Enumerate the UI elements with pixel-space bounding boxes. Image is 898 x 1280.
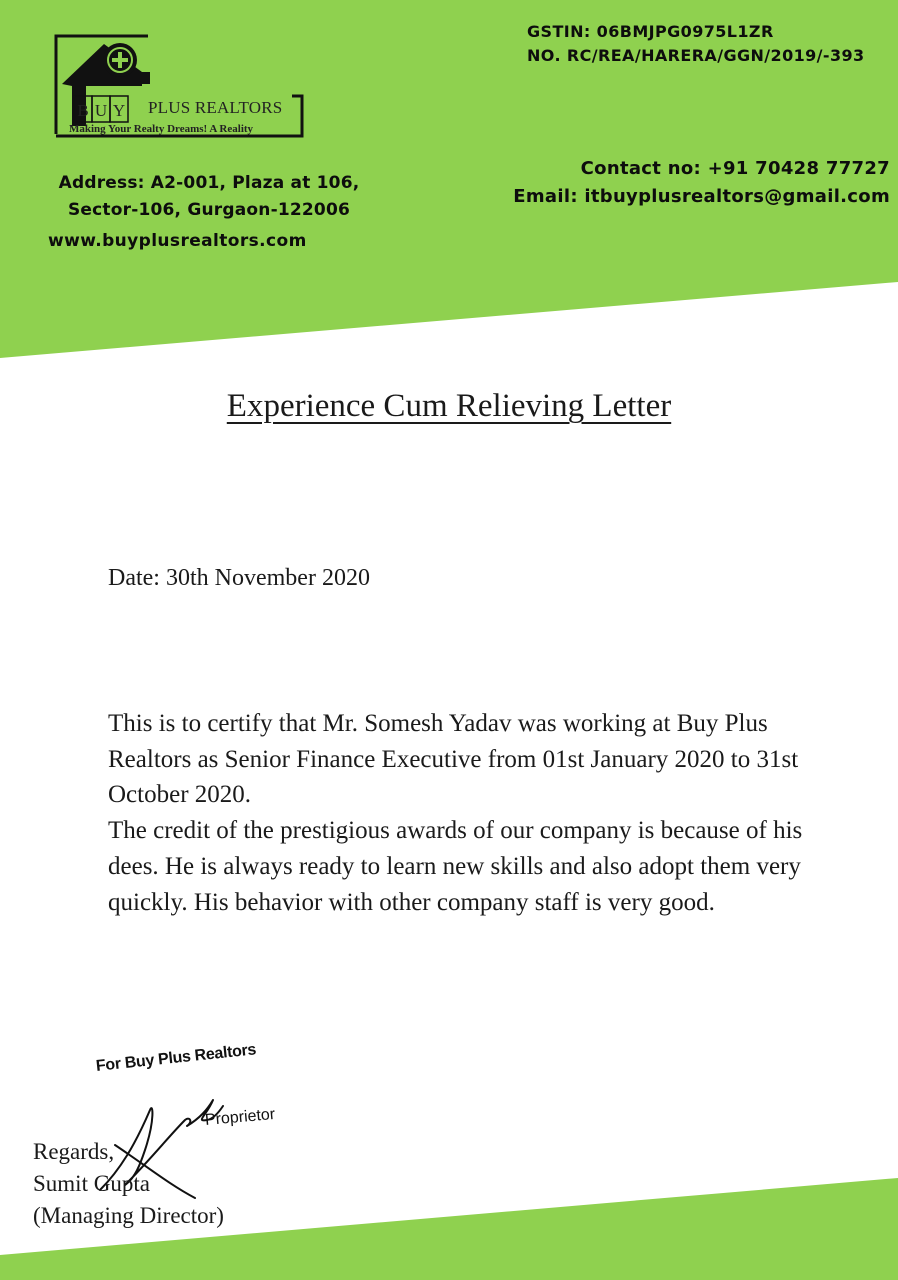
signoff-block [33,1136,224,1232]
logo-letter-b: B [77,101,89,120]
rera-number: NO. RC/REA/HARERA/GGN/2019/-393 [527,46,865,65]
website-link[interactable]: www.buyplusrealtors.com [48,231,307,251]
letter-title [0,388,898,425]
stamp-subtitle: Proprietor [204,1105,276,1130]
contact-number: Contact no: +91 70428 77727 [580,158,890,179]
contact-email: Email: itbuyplusrealtors@gmail.com [513,186,890,207]
gstin-number: GSTIN: 06BMJPG0975L1ZR [527,22,774,41]
letter-paragraph-1: This is to certify that Mr. Somesh Yadav was working at Buy Plus Realtors as Senior Finance Executive from 01st January 2020 to 31st October 2020. [108,710,799,809]
logo-letter-y: Y [112,101,126,120]
letter-title-text: Experience Cum Relieving Letter [226,388,672,424]
signoff-name: Sumit Gupta [33,1171,150,1196]
address-line-2: Sector-106, Gurgaon-122006 [67,200,351,220]
signoff-designation: (Managing Director) [33,1203,224,1228]
contact-block [513,155,890,211]
logo-letter-u: U [94,101,108,120]
letter-paragraph-2: The credit of the prestigious awards of our company is because of his dees. He is always ready to learn new skills and also adopt them very quickly. His behavior with other company staff is very good. [108,817,803,916]
gstin-block [527,20,865,68]
signoff-regards: Regards, [33,1139,115,1164]
logo-company-name: PLUS REALTORS [148,98,283,117]
letter-body [108,706,828,920]
address-line-1: Address: A2-001, Plaza at 106, [58,173,360,193]
logo-tagline: Making Your Realty Dreams! A Reality [69,123,254,135]
letter-date: Date: 30th November 2020 [108,565,370,591]
stamp-title: For Buy Plus Realtors [95,1041,257,1076]
address-block [34,170,384,224]
